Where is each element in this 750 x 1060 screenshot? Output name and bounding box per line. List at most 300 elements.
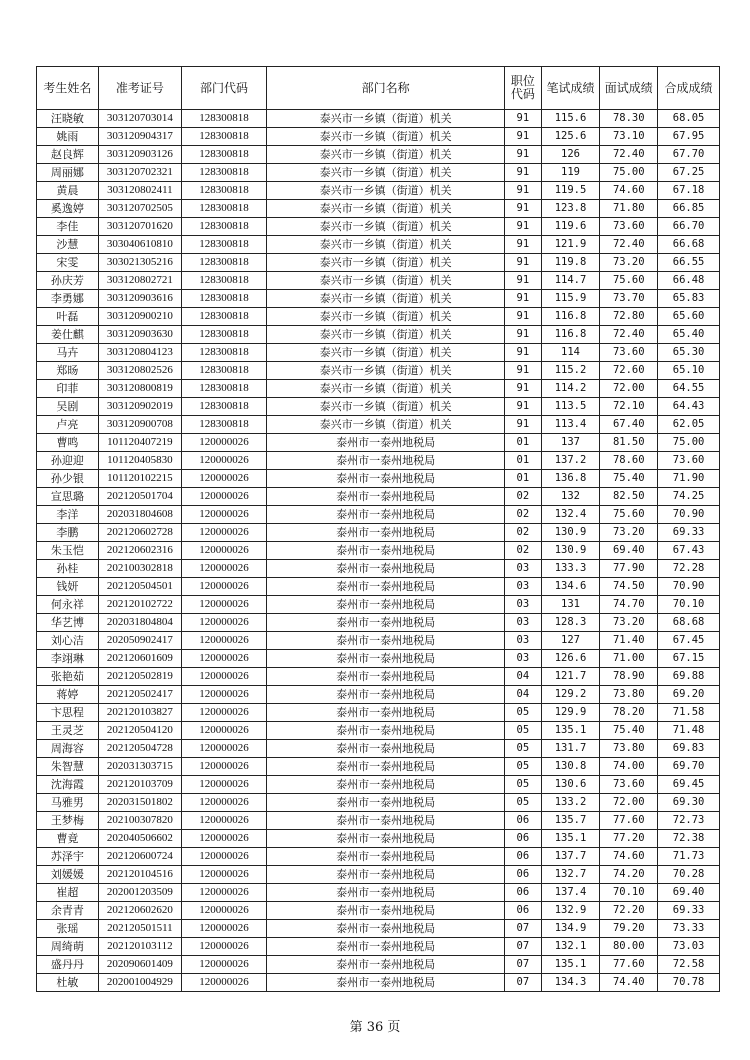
cell-written-score: 134.6 xyxy=(541,578,600,596)
cell-dept-name: 泰州市一泰州地税局 xyxy=(267,848,505,866)
cell-total-score: 66.48 xyxy=(658,272,720,290)
cell-total-score: 72.28 xyxy=(658,560,720,578)
table-row xyxy=(37,488,720,506)
cell-name: 朱智慧 xyxy=(37,758,99,776)
cell-dept-name: 泰州市一泰州地税局 xyxy=(267,668,505,686)
cell-interview-score: 72.40 xyxy=(600,146,658,164)
cell-dept-name: 泰州市一泰州地税局 xyxy=(267,434,505,452)
cell-total-score: 72.38 xyxy=(658,830,720,848)
cell-dept-code: 128300818 xyxy=(181,362,266,380)
cell-dept-code: 120000026 xyxy=(181,434,266,452)
cell-exam-no: 303120802411 xyxy=(98,182,181,200)
cell-name: 宣思璐 xyxy=(37,488,99,506)
cell-interview-score: 74.60 xyxy=(600,848,658,866)
cell-position-code: 06 xyxy=(505,812,541,830)
cell-dept-code: 120000026 xyxy=(181,578,266,596)
cell-name: 印菲 xyxy=(37,380,99,398)
cell-dept-code: 128300818 xyxy=(181,236,266,254)
cell-exam-no: 101120407219 xyxy=(98,434,181,452)
cell-exam-no: 202120103112 xyxy=(98,938,181,956)
cell-name: 周绮萌 xyxy=(37,938,99,956)
header-dept-code: 部门代码 xyxy=(181,67,266,110)
cell-exam-no: 202001203509 xyxy=(98,884,181,902)
table-row xyxy=(37,686,720,704)
page-number: 第 36 页 xyxy=(349,1020,401,1035)
cell-dept-code: 120000026 xyxy=(181,956,266,974)
cell-dept-code: 120000026 xyxy=(181,866,266,884)
cell-written-score: 137 xyxy=(541,434,600,452)
table-row xyxy=(37,668,720,686)
cell-interview-score: 78.20 xyxy=(600,704,658,722)
cell-total-score: 70.90 xyxy=(658,506,720,524)
cell-interview-score: 80.00 xyxy=(600,938,658,956)
cell-dept-name: 泰兴市一乡镇（街道）机关 xyxy=(267,308,505,326)
cell-exam-no: 303120800819 xyxy=(98,380,181,398)
table-row xyxy=(37,110,720,128)
table-row xyxy=(37,722,720,740)
cell-total-score: 73.03 xyxy=(658,938,720,956)
cell-total-score: 67.95 xyxy=(658,128,720,146)
cell-total-score: 71.90 xyxy=(658,470,720,488)
cell-exam-no: 303120903126 xyxy=(98,146,181,164)
header-name: 考生姓名 xyxy=(37,67,99,110)
cell-name: 沈海霞 xyxy=(37,776,99,794)
cell-exam-no: 303120902019 xyxy=(98,398,181,416)
cell-exam-no: 202031804608 xyxy=(98,506,181,524)
cell-dept-name: 泰州市一泰州地税局 xyxy=(267,722,505,740)
cell-interview-score: 72.40 xyxy=(600,236,658,254)
cell-written-score: 125.6 xyxy=(541,128,600,146)
cell-position-code: 02 xyxy=(505,488,541,506)
cell-total-score: 69.88 xyxy=(658,668,720,686)
cell-dept-name: 泰兴市一乡镇（街道）机关 xyxy=(267,398,505,416)
cell-interview-score: 73.80 xyxy=(600,740,658,758)
cell-position-code: 06 xyxy=(505,848,541,866)
cell-dept-code: 120000026 xyxy=(181,884,266,902)
cell-dept-code: 120000026 xyxy=(181,542,266,560)
cell-dept-name: 泰州市一泰州地税局 xyxy=(267,632,505,650)
cell-position-code: 03 xyxy=(505,596,541,614)
cell-dept-name: 泰州市一泰州地税局 xyxy=(267,938,505,956)
cell-dept-name: 泰州市一泰州地税局 xyxy=(267,452,505,470)
table-row xyxy=(37,434,720,452)
cell-dept-code: 120000026 xyxy=(181,776,266,794)
cell-exam-no: 303120900210 xyxy=(98,308,181,326)
table-row xyxy=(37,974,720,992)
cell-name: 奚逸婷 xyxy=(37,200,99,218)
cell-dept-code: 120000026 xyxy=(181,812,266,830)
cell-exam-no: 202120504501 xyxy=(98,578,181,596)
cell-total-score: 67.45 xyxy=(658,632,720,650)
cell-interview-score: 75.40 xyxy=(600,470,658,488)
cell-dept-name: 泰州市一泰州地税局 xyxy=(267,686,505,704)
cell-name: 何永祥 xyxy=(37,596,99,614)
cell-position-code: 06 xyxy=(505,902,541,920)
cell-dept-code: 128300818 xyxy=(181,272,266,290)
cell-name: 朱玉恺 xyxy=(37,542,99,560)
cell-name: 宋雯 xyxy=(37,254,99,272)
cell-position-code: 91 xyxy=(505,218,541,236)
header-position-code: 职位代码 xyxy=(505,67,541,110)
table-row xyxy=(37,524,720,542)
cell-exam-no: 101120405830 xyxy=(98,452,181,470)
cell-written-score: 134.9 xyxy=(541,920,600,938)
table-row xyxy=(37,542,720,560)
cell-position-code: 04 xyxy=(505,686,541,704)
cell-dept-name: 泰州市一泰州地税局 xyxy=(267,974,505,992)
table-row xyxy=(37,380,720,398)
cell-total-score: 65.40 xyxy=(658,326,720,344)
cell-dept-code: 128300818 xyxy=(181,326,266,344)
cell-dept-name: 泰兴市一乡镇（街道）机关 xyxy=(267,362,505,380)
cell-interview-score: 72.40 xyxy=(600,326,658,344)
cell-interview-score: 72.00 xyxy=(600,380,658,398)
cell-dept-code: 120000026 xyxy=(181,920,266,938)
cell-exam-no: 202031804804 xyxy=(98,614,181,632)
table-row xyxy=(37,326,720,344)
cell-total-score: 70.78 xyxy=(658,974,720,992)
cell-interview-score: 71.80 xyxy=(600,200,658,218)
cell-dept-name: 泰兴市一乡镇（街道）机关 xyxy=(267,326,505,344)
cell-written-score: 132.9 xyxy=(541,902,600,920)
cell-dept-name: 泰州市一泰州地税局 xyxy=(267,920,505,938)
cell-position-code: 05 xyxy=(505,740,541,758)
cell-dept-code: 120000026 xyxy=(181,470,266,488)
cell-interview-score: 82.50 xyxy=(600,488,658,506)
cell-position-code: 03 xyxy=(505,578,541,596)
cell-written-score: 127 xyxy=(541,632,600,650)
cell-total-score: 69.83 xyxy=(658,740,720,758)
cell-exam-no: 303120702321 xyxy=(98,164,181,182)
cell-total-score: 66.70 xyxy=(658,218,720,236)
cell-total-score: 69.33 xyxy=(658,524,720,542)
cell-position-code: 02 xyxy=(505,506,541,524)
cell-dept-name: 泰州市一泰州地税局 xyxy=(267,614,505,632)
table-row xyxy=(37,362,720,380)
cell-name: 卞思程 xyxy=(37,704,99,722)
table-row xyxy=(37,740,720,758)
cell-dept-code: 120000026 xyxy=(181,488,266,506)
cell-interview-score: 73.20 xyxy=(600,524,658,542)
cell-position-code: 07 xyxy=(505,974,541,992)
cell-name: 周丽娜 xyxy=(37,164,99,182)
cell-dept-code: 120000026 xyxy=(181,506,266,524)
cell-interview-score: 75.00 xyxy=(600,164,658,182)
cell-position-code: 01 xyxy=(505,470,541,488)
cell-written-score: 132.1 xyxy=(541,938,600,956)
cell-name: 曹鸣 xyxy=(37,434,99,452)
cell-exam-no: 303120900708 xyxy=(98,416,181,434)
cell-position-code: 03 xyxy=(505,614,541,632)
cell-dept-name: 泰兴市一乡镇（街道）机关 xyxy=(267,182,505,200)
cell-written-score: 129.9 xyxy=(541,704,600,722)
cell-interview-score: 75.60 xyxy=(600,272,658,290)
cell-dept-code: 120000026 xyxy=(181,848,266,866)
cell-interview-score: 77.60 xyxy=(600,956,658,974)
cell-name: 汪晓敏 xyxy=(37,110,99,128)
cell-exam-no: 202120104516 xyxy=(98,866,181,884)
table-row xyxy=(37,236,720,254)
table-row xyxy=(37,884,720,902)
table-row xyxy=(37,830,720,848)
cell-dept-name: 泰兴市一乡镇（街道）机关 xyxy=(267,218,505,236)
cell-written-score: 130.8 xyxy=(541,758,600,776)
cell-interview-score: 73.80 xyxy=(600,686,658,704)
table-row xyxy=(37,902,720,920)
cell-written-score: 114.2 xyxy=(541,380,600,398)
cell-written-score: 137.7 xyxy=(541,848,600,866)
cell-dept-code: 128300818 xyxy=(181,200,266,218)
cell-position-code: 07 xyxy=(505,956,541,974)
table-row xyxy=(37,200,720,218)
cell-interview-score: 74.60 xyxy=(600,182,658,200)
cell-interview-score: 74.40 xyxy=(600,974,658,992)
cell-position-code: 91 xyxy=(505,344,541,362)
cell-dept-name: 泰兴市一乡镇（街道）机关 xyxy=(267,416,505,434)
cell-total-score: 65.10 xyxy=(658,362,720,380)
cell-position-code: 91 xyxy=(505,326,541,344)
table-row xyxy=(37,938,720,956)
cell-interview-score: 79.20 xyxy=(600,920,658,938)
cell-dept-code: 120000026 xyxy=(181,686,266,704)
cell-position-code: 91 xyxy=(505,182,541,200)
cell-exam-no: 202120502417 xyxy=(98,686,181,704)
cell-dept-code: 120000026 xyxy=(181,650,266,668)
cell-name: 孙迎迎 xyxy=(37,452,99,470)
cell-dept-code: 120000026 xyxy=(181,938,266,956)
cell-interview-score: 72.80 xyxy=(600,308,658,326)
cell-position-code: 91 xyxy=(505,308,541,326)
table-row xyxy=(37,614,720,632)
cell-total-score: 69.33 xyxy=(658,902,720,920)
cell-dept-code: 120000026 xyxy=(181,560,266,578)
cell-dept-name: 泰兴市一乡镇（街道）机关 xyxy=(267,290,505,308)
table-row xyxy=(37,956,720,974)
cell-interview-score: 73.60 xyxy=(600,218,658,236)
cell-total-score: 68.68 xyxy=(658,614,720,632)
table-row xyxy=(37,398,720,416)
cell-written-score: 119.6 xyxy=(541,218,600,236)
cell-exam-no: 303120802526 xyxy=(98,362,181,380)
cell-position-code: 03 xyxy=(505,650,541,668)
table-row xyxy=(37,560,720,578)
cell-dept-code: 128300818 xyxy=(181,128,266,146)
table-row xyxy=(37,776,720,794)
table-row xyxy=(37,128,720,146)
cell-exam-no: 303120701620 xyxy=(98,218,181,236)
cell-exam-no: 303120904317 xyxy=(98,128,181,146)
cell-dept-code: 128300818 xyxy=(181,164,266,182)
cell-exam-no: 202031501802 xyxy=(98,794,181,812)
cell-dept-name: 泰州市一泰州地税局 xyxy=(267,542,505,560)
cell-position-code: 06 xyxy=(505,884,541,902)
cell-name: 曹竟 xyxy=(37,830,99,848)
cell-dept-code: 120000026 xyxy=(181,596,266,614)
cell-interview-score: 73.10 xyxy=(600,128,658,146)
cell-dept-name: 泰州市一泰州地税局 xyxy=(267,794,505,812)
table-row xyxy=(37,812,720,830)
cell-dept-name: 泰州市一泰州地税局 xyxy=(267,758,505,776)
header-dept-name: 部门名称 xyxy=(267,67,505,110)
cell-interview-score: 72.10 xyxy=(600,398,658,416)
cell-name: 苏泽宇 xyxy=(37,848,99,866)
cell-written-score: 129.2 xyxy=(541,686,600,704)
table-row xyxy=(37,704,720,722)
cell-position-code: 91 xyxy=(505,416,541,434)
cell-written-score: 113.4 xyxy=(541,416,600,434)
cell-dept-code: 120000026 xyxy=(181,740,266,758)
cell-dept-name: 泰州市一泰州地税局 xyxy=(267,884,505,902)
cell-dept-name: 泰兴市一乡镇（街道）机关 xyxy=(267,164,505,182)
cell-dept-name: 泰兴市一乡镇（街道）机关 xyxy=(267,128,505,146)
cell-exam-no: 202120103709 xyxy=(98,776,181,794)
cell-written-score: 119.5 xyxy=(541,182,600,200)
table-row xyxy=(37,866,720,884)
cell-total-score: 65.30 xyxy=(658,344,720,362)
cell-dept-name: 泰州市一泰州地税局 xyxy=(267,812,505,830)
cell-dept-name: 泰州市一泰州地税局 xyxy=(267,956,505,974)
cell-total-score: 69.30 xyxy=(658,794,720,812)
cell-dept-code: 120000026 xyxy=(181,452,266,470)
cell-written-score: 130.6 xyxy=(541,776,600,794)
cell-interview-score: 74.70 xyxy=(600,596,658,614)
cell-dept-code: 120000026 xyxy=(181,722,266,740)
cell-interview-score: 71.40 xyxy=(600,632,658,650)
table-row xyxy=(37,758,720,776)
cell-position-code: 04 xyxy=(505,668,541,686)
cell-total-score: 69.20 xyxy=(658,686,720,704)
cell-name: 王灵芝 xyxy=(37,722,99,740)
cell-dept-name: 泰州市一泰州地税局 xyxy=(267,470,505,488)
cell-name: 李洋 xyxy=(37,506,99,524)
cell-written-score: 116.8 xyxy=(541,308,600,326)
cell-position-code: 03 xyxy=(505,632,541,650)
cell-position-code: 91 xyxy=(505,164,541,182)
table-row xyxy=(37,272,720,290)
cell-name: 郑旸 xyxy=(37,362,99,380)
cell-written-score: 132 xyxy=(541,488,600,506)
cell-total-score: 69.40 xyxy=(658,884,720,902)
score-table xyxy=(36,66,720,992)
cell-dept-code: 120000026 xyxy=(181,614,266,632)
cell-dept-name: 泰州市一泰州地税局 xyxy=(267,578,505,596)
cell-exam-no: 303021305216 xyxy=(98,254,181,272)
cell-written-score: 135.7 xyxy=(541,812,600,830)
cell-written-score: 132.7 xyxy=(541,866,600,884)
cell-name: 赵良辉 xyxy=(37,146,99,164)
cell-position-code: 91 xyxy=(505,146,541,164)
cell-total-score: 67.70 xyxy=(658,146,720,164)
cell-written-score: 113.5 xyxy=(541,398,600,416)
cell-dept-name: 泰州市一泰州地税局 xyxy=(267,830,505,848)
cell-position-code: 91 xyxy=(505,272,541,290)
cell-position-code: 91 xyxy=(505,128,541,146)
header-exam-no: 准考证号 xyxy=(98,67,181,110)
cell-position-code: 91 xyxy=(505,236,541,254)
cell-exam-no: 202120602728 xyxy=(98,524,181,542)
cell-name: 华艺博 xyxy=(37,614,99,632)
cell-name: 李鹏 xyxy=(37,524,99,542)
cell-dept-name: 泰州市一泰州地税局 xyxy=(267,902,505,920)
table-row xyxy=(37,182,720,200)
cell-dept-name: 泰兴市一乡镇（街道）机关 xyxy=(267,344,505,362)
cell-interview-score: 72.60 xyxy=(600,362,658,380)
cell-exam-no: 101120102215 xyxy=(98,470,181,488)
table-row xyxy=(37,416,720,434)
cell-total-score: 68.05 xyxy=(658,110,720,128)
cell-position-code: 91 xyxy=(505,254,541,272)
cell-dept-code: 120000026 xyxy=(181,830,266,848)
cell-name: 李翊琳 xyxy=(37,650,99,668)
cell-exam-no: 202120602620 xyxy=(98,902,181,920)
table-row xyxy=(37,632,720,650)
cell-interview-score: 74.50 xyxy=(600,578,658,596)
cell-exam-no: 202120504728 xyxy=(98,740,181,758)
cell-name: 刘媛媛 xyxy=(37,866,99,884)
cell-position-code: 05 xyxy=(505,758,541,776)
cell-exam-no: 303120802721 xyxy=(98,272,181,290)
cell-name: 张艳茹 xyxy=(37,668,99,686)
cell-dept-name: 泰兴市一乡镇（街道）机关 xyxy=(267,200,505,218)
cell-total-score: 66.68 xyxy=(658,236,720,254)
cell-name: 周海容 xyxy=(37,740,99,758)
cell-dept-name: 泰兴市一乡镇（街道）机关 xyxy=(267,254,505,272)
cell-position-code: 06 xyxy=(505,830,541,848)
cell-name: 崔超 xyxy=(37,884,99,902)
cell-total-score: 71.58 xyxy=(658,704,720,722)
cell-total-score: 62.05 xyxy=(658,416,720,434)
cell-position-code: 02 xyxy=(505,542,541,560)
cell-exam-no: 202100307820 xyxy=(98,812,181,830)
cell-exam-no: 202120600724 xyxy=(98,848,181,866)
cell-name: 沙慧 xyxy=(37,236,99,254)
cell-dept-code: 120000026 xyxy=(181,794,266,812)
cell-name: 黄晨 xyxy=(37,182,99,200)
cell-written-score: 123.8 xyxy=(541,200,600,218)
cell-interview-score: 73.60 xyxy=(600,344,658,362)
cell-interview-score: 75.60 xyxy=(600,506,658,524)
cell-interview-score: 74.00 xyxy=(600,758,658,776)
cell-dept-code: 128300818 xyxy=(181,416,266,434)
cell-interview-score: 74.20 xyxy=(600,866,658,884)
cell-exam-no: 202120501511 xyxy=(98,920,181,938)
cell-total-score: 72.58 xyxy=(658,956,720,974)
table-row xyxy=(37,146,720,164)
cell-position-code: 91 xyxy=(505,200,541,218)
table-row xyxy=(37,254,720,272)
cell-exam-no: 303120903630 xyxy=(98,326,181,344)
cell-name: 王梦梅 xyxy=(37,812,99,830)
cell-name: 孙庆芳 xyxy=(37,272,99,290)
cell-exam-no: 303120804123 xyxy=(98,344,181,362)
cell-exam-no: 202040506602 xyxy=(98,830,181,848)
table-row xyxy=(37,470,720,488)
cell-written-score: 115.9 xyxy=(541,290,600,308)
cell-dept-code: 128300818 xyxy=(181,146,266,164)
cell-exam-no: 202120504120 xyxy=(98,722,181,740)
cell-dept-name: 泰州市一泰州地税局 xyxy=(267,650,505,668)
cell-exam-no: 202120502819 xyxy=(98,668,181,686)
cell-interview-score: 73.20 xyxy=(600,614,658,632)
cell-dept-code: 128300818 xyxy=(181,218,266,236)
cell-total-score: 64.43 xyxy=(658,398,720,416)
cell-written-score: 134.3 xyxy=(541,974,600,992)
cell-written-score: 114.7 xyxy=(541,272,600,290)
cell-total-score: 70.28 xyxy=(658,866,720,884)
cell-exam-no: 202120102722 xyxy=(98,596,181,614)
cell-total-score: 67.43 xyxy=(658,542,720,560)
header-written-score: 笔试成绩 xyxy=(541,67,600,110)
